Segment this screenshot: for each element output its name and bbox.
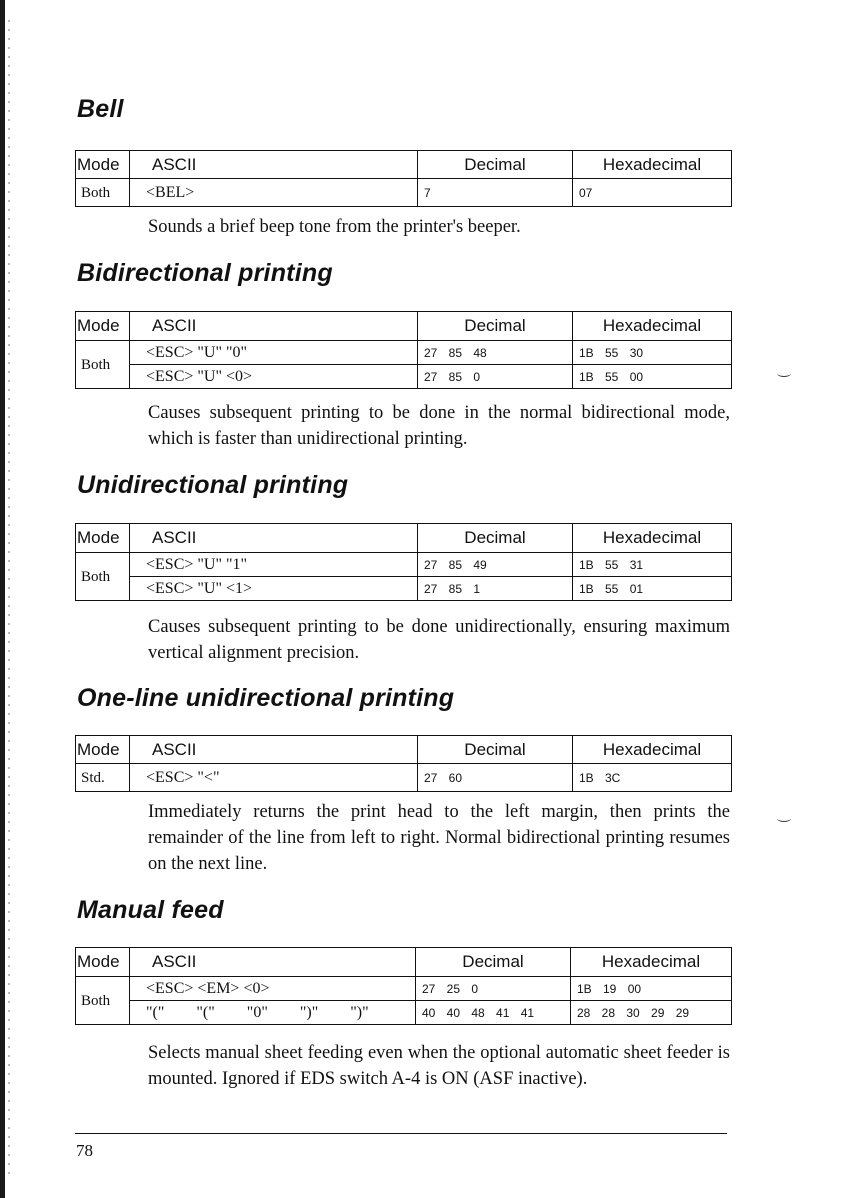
table-header-row — [76, 151, 732, 179]
page-spine — [0, 0, 5, 1198]
header-mode: Mode — [76, 312, 130, 341]
scan-mark — [777, 815, 791, 822]
table-row — [76, 365, 732, 389]
footer-rule — [75, 1133, 727, 1134]
table-row — [76, 341, 732, 365]
mode-cell: Both — [76, 341, 130, 389]
command-table-one-line — [75, 735, 732, 792]
mode-cell: Both — [76, 179, 130, 207]
table-row — [76, 553, 732, 577]
table-row — [76, 1001, 732, 1025]
ascii-cell: <BEL> — [130, 179, 418, 207]
header-hex: Hexadecimal — [571, 948, 732, 977]
hex-cell: 1B 55 00 — [573, 365, 732, 389]
table-row — [76, 577, 732, 601]
header-hex: Hexadecimal — [573, 312, 732, 341]
header-decimal: Decimal — [418, 151, 573, 179]
section-description: Selects manual sheet feeding even when the optional automatic sheet feeder is mounted. Ignored if EDS switch A-4 is ON (ASF inactive). — [148, 1043, 730, 1089]
command-table-bidirectional — [75, 311, 732, 389]
section-title-one-line: One-line unidirectional printing — [77, 684, 455, 712]
decimal-cell: 27 60 — [418, 764, 573, 792]
header-ascii: ASCII — [130, 948, 416, 977]
section-description: Causes subsequent printing to be done in the normal bidirectional mode, which is faster than unidirectional printing. — [148, 403, 730, 449]
header-ascii: ASCII — [130, 151, 418, 179]
mode-cell: Both — [76, 553, 130, 601]
command-table-manual-feed — [75, 947, 732, 1025]
table-header-row — [76, 524, 732, 553]
scan-mark — [777, 370, 791, 377]
ascii-cell: "(" "(" "0" ")" ")" — [130, 1001, 416, 1025]
header-mode: Mode — [76, 948, 130, 977]
header-hex: Hexadecimal — [573, 151, 732, 179]
hex-cell: 1B 55 30 — [573, 341, 732, 365]
command-table-unidirectional — [75, 523, 732, 601]
decimal-cell: 40 40 48 41 41 — [416, 1001, 571, 1025]
table-row — [76, 977, 732, 1001]
table-row — [76, 179, 732, 207]
hex-cell: 1B 55 01 — [573, 577, 732, 601]
header-mode: Mode — [76, 151, 130, 179]
table-header-row — [76, 312, 732, 341]
table-header-row — [76, 736, 732, 764]
header-decimal: Decimal — [416, 948, 571, 977]
header-hex: Hexadecimal — [573, 524, 732, 553]
ascii-cell: <ESC> "U" "0" — [130, 341, 418, 365]
section-title-bidirectional: Bidirectional printing — [77, 259, 333, 287]
hex-cell: 1B 55 31 — [573, 553, 732, 577]
decimal-cell: 27 85 1 — [418, 577, 573, 601]
hex-cell: 28 28 30 29 29 — [571, 1001, 732, 1025]
header-decimal: Decimal — [418, 312, 573, 341]
decimal-cell: 27 85 48 — [418, 341, 573, 365]
ascii-cell: <ESC> "U" <0> — [130, 365, 418, 389]
table-header-row — [76, 948, 732, 977]
hex-cell: 1B 19 00 — [571, 977, 732, 1001]
ascii-cell: <ESC> <EM> <0> — [130, 977, 416, 1001]
header-ascii: ASCII — [130, 736, 418, 764]
header-mode: Mode — [76, 524, 130, 553]
decimal-cell: 27 85 0 — [418, 365, 573, 389]
section-description: Immediately returns the print head to the left margin, then prints the remainder of the line from left to right. Normal bidirectional printing resumes on the next line. — [148, 802, 730, 874]
header-ascii: ASCII — [130, 312, 418, 341]
section-description: Sounds a brief beep tone from the printer's beeper. — [148, 217, 521, 237]
header-decimal: Decimal — [418, 524, 573, 553]
decimal-cell: 27 25 0 — [416, 977, 571, 1001]
section-title-bell: Bell — [77, 95, 124, 123]
ascii-cell: <ESC> "<" — [130, 764, 418, 792]
hex-cell: 1B 3C — [573, 764, 732, 792]
header-ascii: ASCII — [130, 524, 418, 553]
mode-cell: Both — [76, 977, 130, 1025]
section-title-unidirectional: Unidirectional printing — [77, 471, 349, 499]
ascii-cell: <ESC> "U" "1" — [130, 553, 418, 577]
decimal-cell: 27 85 49 — [418, 553, 573, 577]
ascii-cell: <ESC> "U" <1> — [130, 577, 418, 601]
page-number: 78 — [76, 1141, 93, 1160]
decimal-cell: 7 — [418, 179, 573, 207]
mode-cell: Std. — [76, 764, 130, 792]
header-mode: Mode — [76, 736, 130, 764]
table-row — [76, 764, 732, 792]
header-hex: Hexadecimal — [573, 736, 732, 764]
hex-cell: 07 — [573, 179, 732, 207]
scan-artifact — [8, 20, 10, 1180]
command-table-bell — [75, 150, 732, 207]
header-decimal: Decimal — [418, 736, 573, 764]
section-description: Causes subsequent printing to be done unidirectionally, ensuring maximum vertical alignment precision. — [148, 617, 730, 663]
section-title-manual-feed: Manual feed — [77, 896, 224, 924]
